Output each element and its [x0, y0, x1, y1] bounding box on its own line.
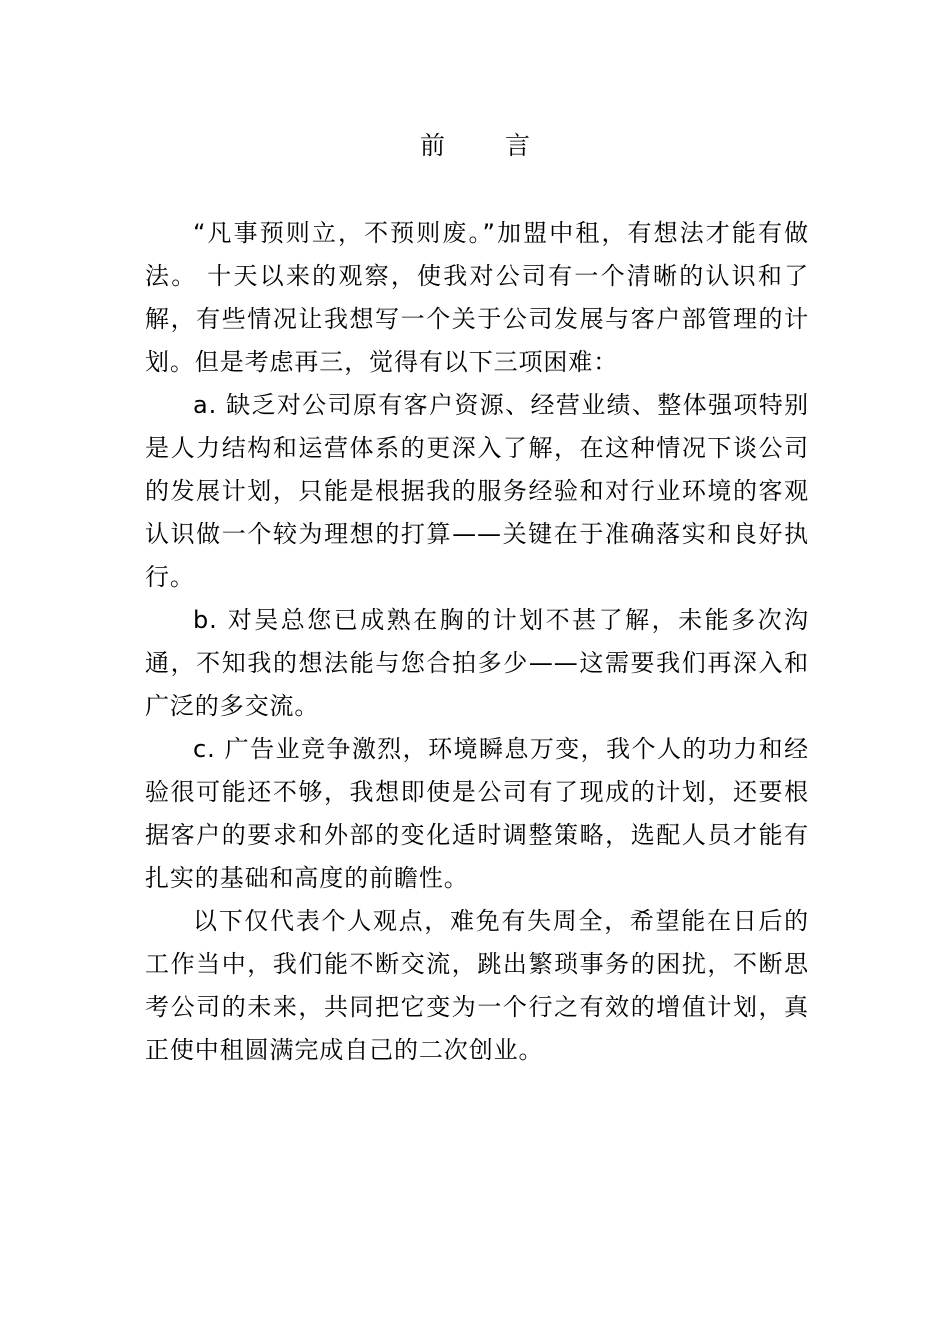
document-body	[145, 212, 809, 1072]
paragraph-intro: “凡事预则立，不预则废。”加盟中租，有想法才能有做法。 十天以来的观察，使我对公司有一个清晰的认识和了解，有些情况让我想写一个关于公司发展与客户部管理的计划。但是考虑再三，觉得有以下三项困难：	[145, 219, 809, 376]
page-title: 前 言	[420, 131, 556, 160]
paragraph-point-a: a. 缺乏对公司原有客户资源、经营业绩、整体强项特别是人力结构和运营体系的更深入了解，在这种情况下谈公司的发展计划，只能是根据我的服务经验和对行业环境的客观认识做一个较为理想的打算——关键在于准确落实和良好执行。	[145, 391, 809, 591]
paragraph-point-c: c. 广告业竞争激烈，环境瞬息万变，我个人的功力和经验很可能还不够，我想即使是公司有了现成的计划，还要根据客户的要求和外部的变化适时调整策略，选配人员才能有扎实的基础和高度的前瞻性。	[145, 735, 809, 892]
paragraph-conclusion: 以下仅代表个人观点，难免有失周全，希望能在日后的工作当中，我们能不断交流，跳出繁琐事务的困扰，不断思考公司的未来，共同把它变为一个行之有效的增值计划，真正使中租圆满完成自己的二次创业。	[145, 907, 809, 1064]
paragraph-point-b: b. 对吴总您已成熟在胸的计划不甚了解，未能多次沟通，不知我的想法能与您合拍多少——这需要我们再深入和广泛的多交流。	[145, 606, 809, 720]
